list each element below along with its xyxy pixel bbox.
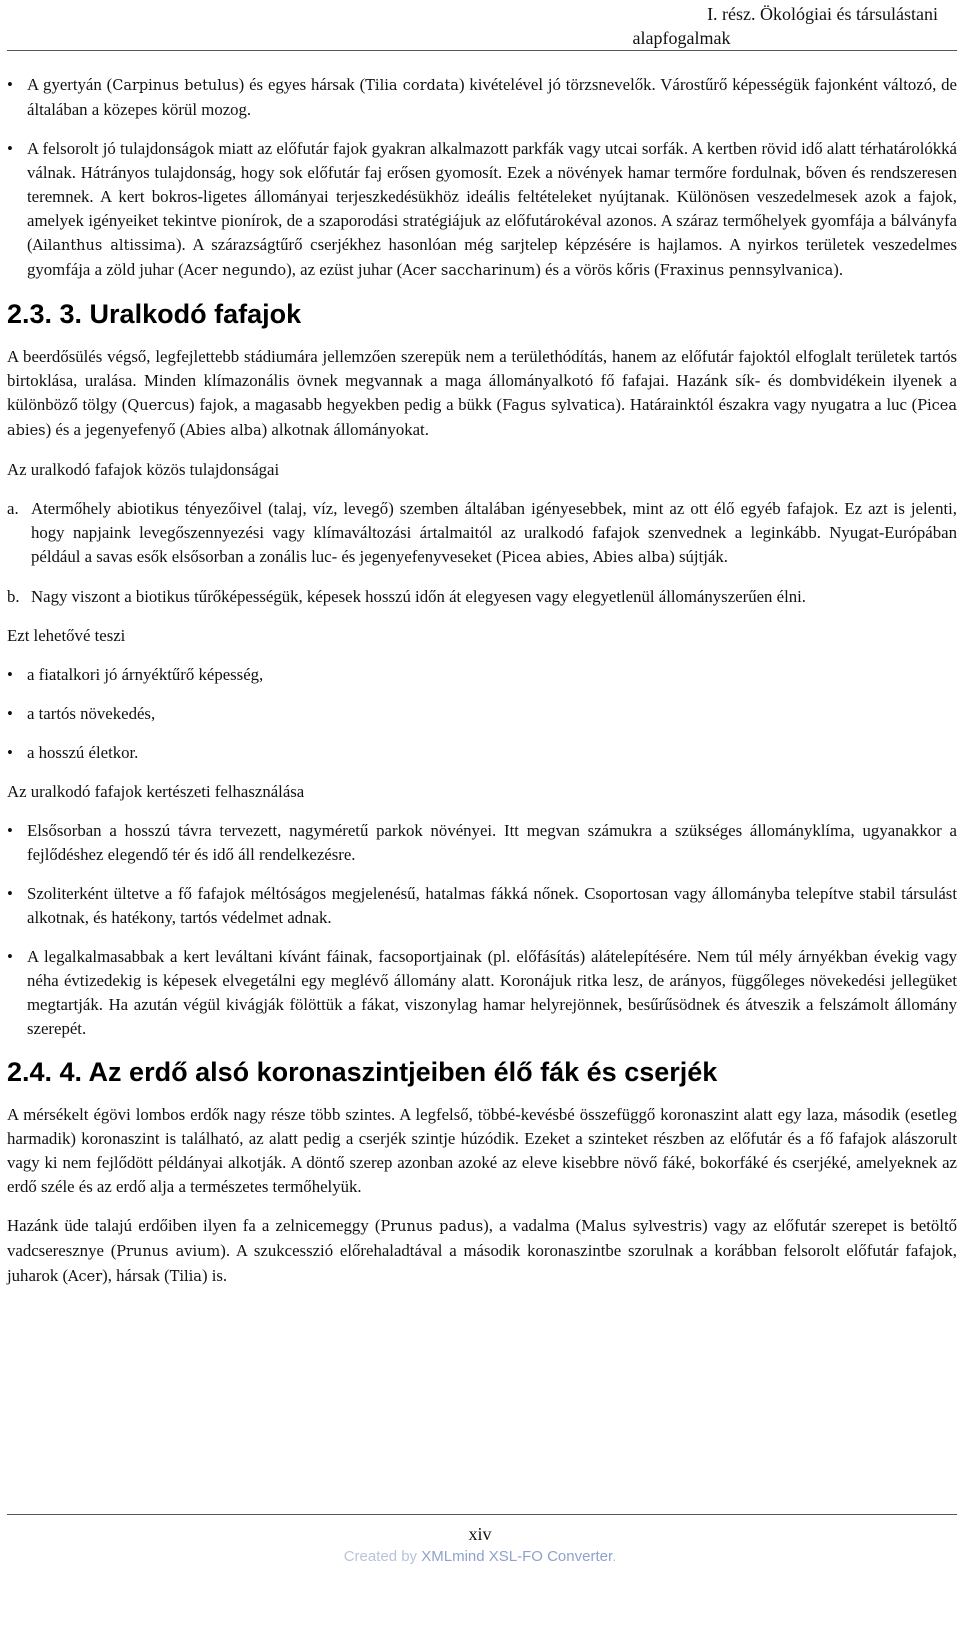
bullet-icon: • <box>7 139 13 158</box>
bullet-icon: • <box>7 884 13 903</box>
bullet-icon: • <box>7 704 13 723</box>
bullet-item: • A gyertyán (Carpinus betulus) és egyes hársak (Tilia cordata) kivételével jó törzsnevelők. Várostűrő képességük fajonként változó, de általában a közepes körül mozog. <box>7 75 957 119</box>
bullet-icon: • <box>7 75 13 94</box>
section-heading: 2.3. 3. Uralkodó fafajok <box>7 299 302 329</box>
bullet-icon: • <box>7 821 13 840</box>
bullet-item: • Elsősorban a hosszú távra tervezett, nagyméretű parkok növényei. Itt megvan számukra a szükséges állományklíma, ugyanakkor a fejlődéshez elegendő tér és idő áll rendelkezésre. <box>7 821 957 864</box>
scientific-name: Abies alba <box>592 550 670 566</box>
lettered-item: b. Nagy viszont a biotikus tűrőképességük, képesek hosszú időn át elegyesen vagy elegyetlenül állományszerűen élni. <box>7 585 957 609</box>
converter-link[interactable]: XMLmind XSL-FO Converter <box>421 1548 613 1565</box>
item-letter: a. <box>7 499 19 518</box>
scientific-name: Acer saccharinum <box>402 263 536 279</box>
scientific-name: Fagus sylvatica <box>502 398 616 414</box>
header-divider <box>7 50 957 51</box>
header-line-1: I. rész. Ökológiai és társulástani <box>707 4 938 24</box>
scientific-name: Abies alba <box>185 423 262 439</box>
scientific-name: Tilia cordata <box>365 78 459 94</box>
page-number: xiv <box>468 1524 492 1544</box>
paragraph: A beerdősülés végső, legfejlettebb stádiumára jellemzően szerepük nem a területhódítás, hanem az előfutár fajoktól elfoglalt területek tartós birtoklása, uralása. Minden klímazonális övnek megvannak a maga állományalkotó fő fafajai. Hazánk sík- és dombvidékein ilyenek a különböző tölgy (Quercus) fajok, a magasabb hegyekben pedig a bükk (Fagus sylvatica). Határainktól északra vagy nyugatra a luc (Picea abies) és a jegenyefenyő (Abies alba) alkotnak állományokat. <box>7 347 958 439</box>
section-heading: 2.4. 4. Az erdő alsó koronaszintjeiben élő fák és cserjék <box>7 1057 718 1087</box>
scientific-name: Prunus padus <box>380 1219 484 1235</box>
scientific-name: Malus sylvestris <box>581 1219 703 1235</box>
header-line-2: alapfogalmak <box>632 28 731 48</box>
paragraph: Hazánk üde talajú erdőiben ilyen fa a zelnicemeggy (Prunus padus), a vadalma (Malus sylvestris) vagy az előfutár szerepet is betöltő vadcseresznye (Prunus avium). A szukcesszió előrehaladtával a második koronaszintbe szorulnak a korábban felsorolt előfutár fafajok, juharok (Acer), hársak (Tilia) is. <box>7 1216 957 1285</box>
bullet-icon: • <box>7 743 13 762</box>
subsection-title: Az uralkodó fafajok kertészeti felhasználása <box>7 782 305 801</box>
bullet-item: • a fiatalkori jó árnyéktűrő képesség, <box>7 663 957 687</box>
scientific-name: Tilia <box>169 1269 202 1285</box>
scientific-name: Picea abies <box>501 550 585 566</box>
bullet-item: • a tartós növekedés, <box>7 702 957 726</box>
lettered-item: a. Atermőhely abiotikus tényezőivel (talaj, víz, levegő) szemben általában igényesebbek, mint az ott élő egyéb fafajok. Ez azt is jelenti, hogy napjaink levegőszennyezési vagy klímaváltozási ártalmaitól az uralkodó fafajok szenvednek a leginkább. Nyugat-Európában például a savas esők elsősorban a zonális luc- és jegenyefenyveseket (Picea abies, Abies alba) sújtják. <box>7 499 957 566</box>
bullet-item: • A felsorolt jó tulajdonságok miatt az előfutár fajok gyakran alkalmazott parkfák vagy utcai sorfák. A kertben rövid idő alatt térhatárolókká válnak. Hátrányos tulajdonság, hogy sok előfutár faj erősen gyomosít. Ezek a növények hamar termőre fordulnak, bőven és rendszeresen teremnek. A kert bokros-ligetes állományai terjeszkedésükhöz ideális feltételeket nyújtanak. Különösen veszedelmesek azok a fajok, amelyek igényeiket tekintve pionírok, de a szaporodási stratégiájuk az előfutárokéval azonos. A száraz termőhelyek gyomfája a bálványfa (Ailanthus altissima). A szárazságtűrő cserjékhez hasonlóan még sarjtelep képzésére is hajlamos. A nyirkos területek veszedelmes gyomfája a zöld juhar (Acer negundo), az ezüst juhar (Acer saccharinum) és a vörös kőris (Fraxinus pennsylvanica). <box>7 139 957 279</box>
subsection-title: Ezt lehetővé teszi <box>7 626 126 645</box>
scientific-name: Prunus avium <box>116 1244 221 1260</box>
page-body <box>7 73 957 1289</box>
scientific-name: Acer <box>68 1269 103 1285</box>
scientific-name: Fraxinus pennsylvanica <box>659 263 834 279</box>
paragraph: A mérsékelt égövi lombos erdők nagy része több szintes. A legfelső, többé-kevésbé összefüggő koronaszint alatt egy laza, második (esetleg harmadik) koronaszint is található, az alatt pedig a cserjék szintje húzódik. Ezeket a szinteket részben az előfutár és a fő fafajok alászorult vagy ki nem fejlődött példányai alkotják. A döntő szerep azonban azoké az eleve kisebbre növő fáké, bokorfáké és cserjéké, amelyeknek az erdő széle és az erdő alja a természetes termőhelyük. <box>7 1105 957 1196</box>
converter-credit: Created by XMLmind XSL-FO Converter. <box>343 1548 617 1565</box>
bullet-item: • A legalkalmasabbak a kert leváltani kívánt fáinak, facsoportjainak (pl. előfásítás) alátelepítésére. Nem túl mély árnyékban évekig vagy néha évtizedekig is képesek elvegetálni egy meglévő állomány alatt. Koronájuk ritka lesz, de arányos, függőleges növekedési jellegüket megtartják. Ha azután végül kivágják fölöttük a fákat, viszonylag hamar helyrejönnek, besűrűsödnek és átveszik a felszámolt állomány szerepét. <box>7 947 957 1038</box>
subsection-title: Az uralkodó fafajok közös tulajdonságai <box>7 460 280 479</box>
bullet-icon: • <box>7 665 13 684</box>
running-header <box>0 2 938 50</box>
scientific-name: Ailanthus altissima <box>32 238 176 254</box>
scientific-name: Picea abies <box>7 398 958 439</box>
scientific-name: Quercus <box>127 398 190 414</box>
footer-divider <box>7 1514 957 1515</box>
scientific-name: Acer negundo <box>183 263 287 279</box>
bullet-item: • a hosszú életkor. <box>7 741 957 765</box>
bullet-icon: • <box>7 947 13 966</box>
bullet-item: • Szoliterként ültetve a fő fafajok méltóságos megjelenésű, hatalmas fákká nőnek. Csoportosan vagy állományba telepítve stabil társulást alkotnak, és hatékony, tartós védelmet adnak. <box>7 884 957 927</box>
scientific-name: Carpinus betulus <box>112 78 239 94</box>
item-letter: b. <box>7 587 20 606</box>
